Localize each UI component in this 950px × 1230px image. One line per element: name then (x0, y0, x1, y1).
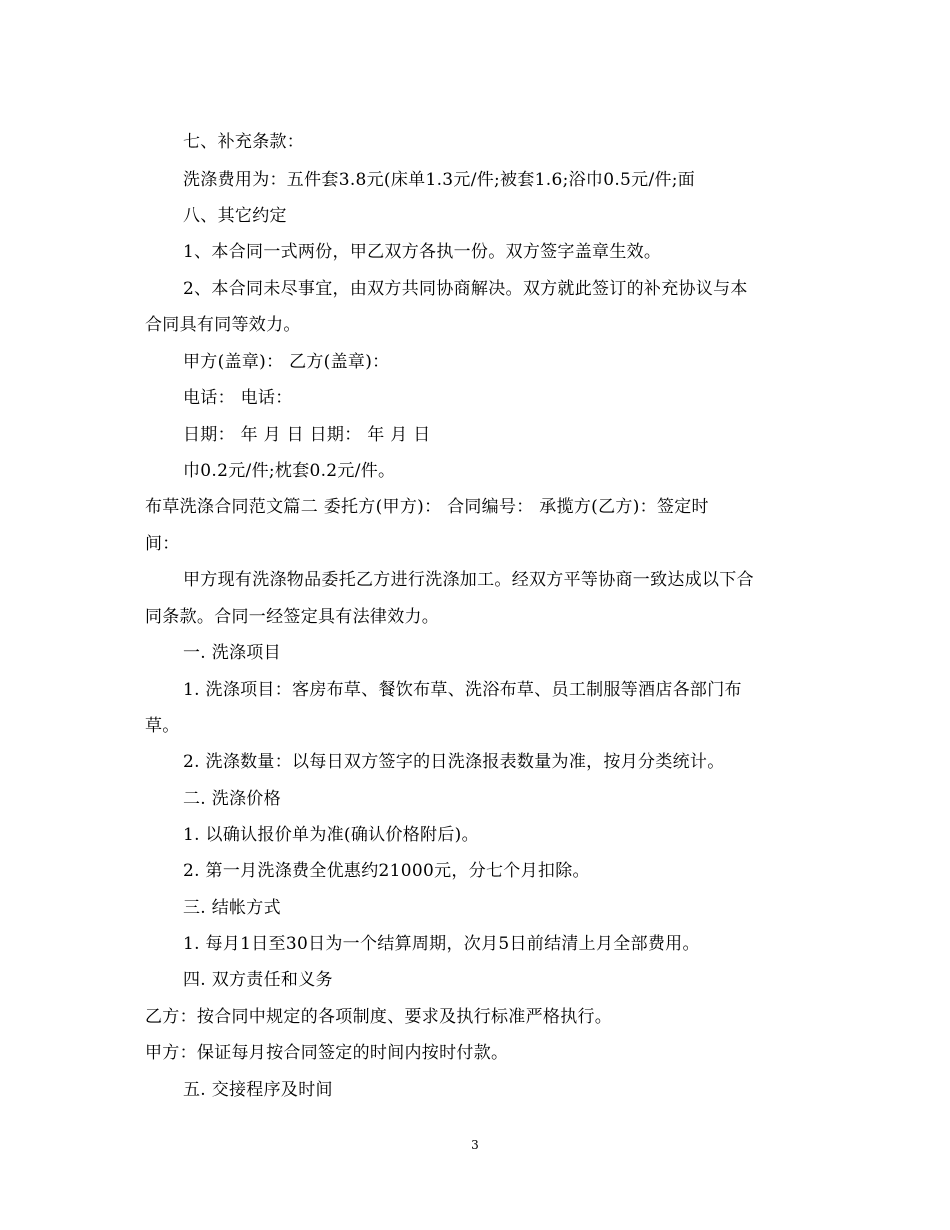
paragraph-line: 同条款。合同一经签定具有法律效力。 (145, 607, 440, 627)
paragraph-line: 甲方现有洗涤物品委托乙方进行洗涤加工。经双方平等协商一致达成以下合 (183, 570, 754, 590)
paragraph-line: 甲方：保证每月按合同签定的时间内按时付款。 (145, 1043, 509, 1063)
paragraph-line: 1、本合同一式两份，甲乙双方各执一份。双方签字盖章生效。 (183, 242, 662, 262)
paragraph-line: 1. 以确认报价单为准(确认价格附后)。 (183, 825, 479, 845)
phone-line: 电话： 电话： (183, 388, 293, 408)
section-heading: 五. 交接程序及时间 (183, 1080, 333, 1100)
contract-title-line: 布草洗涤合同范文篇二 委托方(甲方)： 合同编号： 承揽方(乙方)：签定时 (145, 497, 709, 517)
page-number: 3 (471, 1138, 479, 1152)
paragraph-line: 草。 (145, 716, 180, 736)
section-heading: 二. 洗涤价格 (183, 789, 281, 809)
paragraph-line: 1. 每月1日至30日为一个结算周期，次月5日前结清上月全部费用。 (183, 934, 700, 954)
paragraph-line: 2、本合同未尽事宜，由双方共同协商解决。双方就此签订的补充协议与本 (183, 279, 748, 299)
section-heading: 四. 双方责任和义务 (183, 970, 333, 990)
signature-line: 甲方(盖章)： 乙方(盖章)： (183, 352, 390, 372)
section-7-heading: 七、补充条款： (183, 132, 305, 152)
paragraph-line: 间： (145, 534, 180, 554)
date-line: 日期： 年 月 日 日期： 年 月 日 (183, 425, 431, 445)
paragraph-line: 2. 第一月洗涤费全优惠约21000元，分七个月扣除。 (183, 861, 590, 881)
paragraph-line: 合同具有同等效力。 (145, 315, 301, 335)
section-8-heading: 八、其它约定 (183, 206, 287, 226)
paragraph-line: 1. 洗涤项目：客房布草、餐饮布草、洗浴布草、员工制服等酒店各部门布 (183, 680, 742, 700)
section-heading: 三. 结帐方式 (183, 898, 281, 918)
paragraph-line: 乙方：按合同中规定的各项制度、要求及执行标准严格执行。 (145, 1007, 613, 1027)
paragraph-line: 洗涤费用为：五件套3.8元(床单1.3元/件;被套1.6;浴巾0.5元/件;面 (183, 170, 696, 190)
section-heading: 一. 洗涤项目 (183, 643, 281, 663)
paragraph-line: 2. 洗涤数量：以每日双方签字的日洗涤报表数量为准，按月分类统计。 (183, 752, 725, 772)
paragraph-line: 巾0.2元/件;枕套0.2元/件。 (183, 461, 396, 481)
